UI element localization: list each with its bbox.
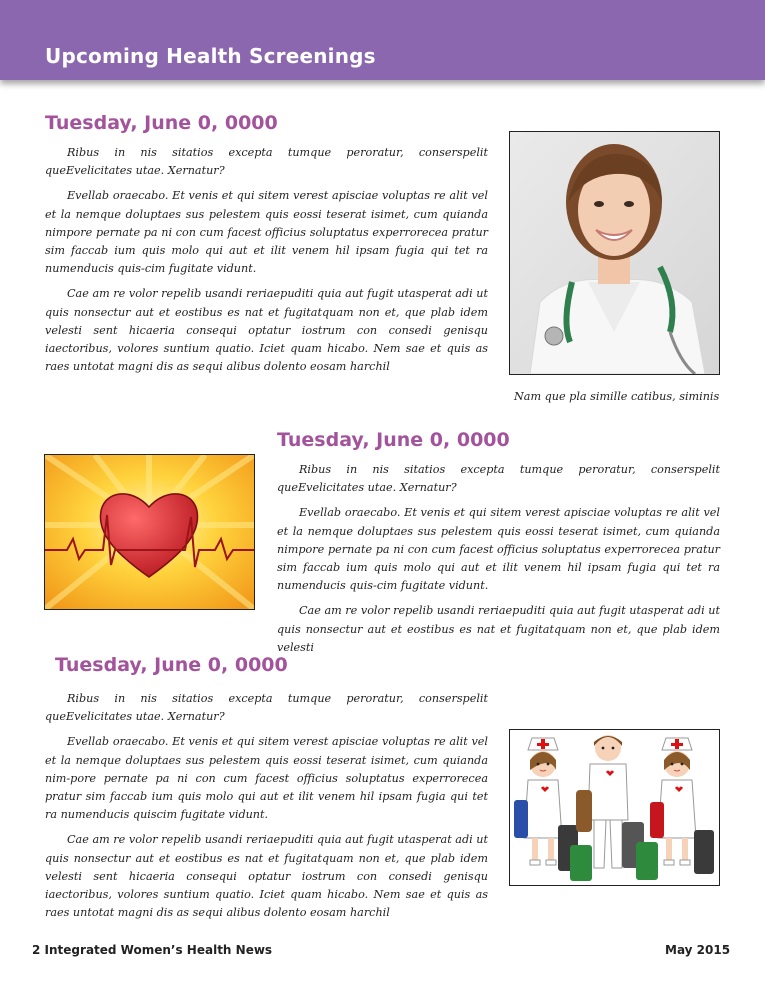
section-1-body [45, 144, 488, 383]
section-2-date: Tuesday, June 0, 0000 [277, 429, 510, 451]
section-3-body [45, 690, 488, 929]
paragraph: Evellab oraecabo. Et venis et qui sitem verest apisciae voluptas re alit vel et la nemque doluptaes sus pelestem quis eossi teserat isimet, cum quianda nim-pore pernate pa ni con cum facest officius soluptatus experrorecea pratur sim faccab ium quis molo qui aut et ilit venem hil ipsam fugia qui tet ra numenducis quiscim fugitate vidunt. [45, 735, 488, 822]
paragraph: Cae am re volor repelib usandi reriaepuditi quia aut fugit utasperat adi ut quis nonsectur aut et eostibus es nat et fugitatquam non et, que plab idem velesti [277, 604, 720, 654]
publication-name: Integrated Women’s Health News [44, 943, 273, 957]
paragraph: Evellab oraecabo. Et venis et qui sitem verest apisciae voluptas re alit vel et la nemque doluptaes sus pelestem quis eossi teserat isimet, cum quianda nimpore pernate pa ni con cum facest officius soluptatus experrorecea pratur sim faccab ium quis molo qui aut et ilit venem hil ipsam fugia qui tet ra numenducis quis-cim fugitate vidunt. [277, 506, 720, 593]
paragraph: Ribus in nis sitatios excepta tumque peroratur, conserspelit queEvelicitates utae. Xernatur? [45, 692, 488, 724]
doctor-photo [509, 131, 720, 375]
heart-image [44, 454, 255, 610]
section-1-date: Tuesday, June 0, 0000 [45, 112, 278, 134]
footer-publication [32, 943, 272, 957]
paragraph: Ribus in nis sitatios excepta tumque peroratur, conserspelit queEvelicitates utae. Xernatur? [45, 146, 488, 178]
nurses-image [509, 729, 720, 886]
heart-ecg-icon [45, 455, 254, 609]
page-number: 2 [32, 943, 41, 957]
doctor-photo-icon [510, 132, 719, 374]
paragraph: Evellab oraecabo. Et venis et qui sitem verest apisciae voluptas re alit vel et la nemque doluptaes sus pelestem quis eossi teserat isimet, cum quianda nimpore pernate pa ni con cum facest officius soluptatus experrorecea pratur sim faccab ium quis molo qui aut et ilit venem hil ipsam fugia qui tet ra numenducis quis-cim fugitate vidunt. [45, 189, 488, 276]
photo-caption: Nam que pla simille catibus, siminis [514, 390, 720, 403]
header-banner [0, 0, 765, 80]
paragraph: Cae am re volor repelib usandi reriaepuditi quia aut fugit utasperat adi ut quis nonsectur aut et eostibus es nat et fugitatquam non et, que plab idem velesti sent hicaeria consequi optatur iostrum con consedi genisqu iaectoribus, volores suntium quatio. Iciet quam hicabo. Nem sae et quis as raes untotat magni dis as sequi alibus dolento eosam harchil [45, 287, 488, 374]
section-3-date: Tuesday, June 0, 0000 [55, 654, 288, 676]
footer-date: May 2015 [665, 943, 731, 957]
section-2-body [277, 461, 720, 664]
page-title: Upcoming Health Screenings [45, 44, 376, 68]
paragraph: Cae am re volor repelib usandi reriaepuditi quia aut fugit utasperat adi ut quis nonsectur aut et eostibus es nat et fugitatquam non et, que plab idem velesti sent hicaeria consequi optatur iostrum con consedi genisqu iaectoribus, volores suntium quatio. Iciet quam hicabo. Nem sae et quis as raes untotat magni dis as sequi alibus dolento eosam harchil [45, 833, 488, 920]
nurses-luggage-icon [510, 730, 719, 885]
paragraph: Ribus in nis sitatios excepta tumque peroratur, conserspelit queEvelicitates utae. Xernatur? [277, 463, 720, 495]
